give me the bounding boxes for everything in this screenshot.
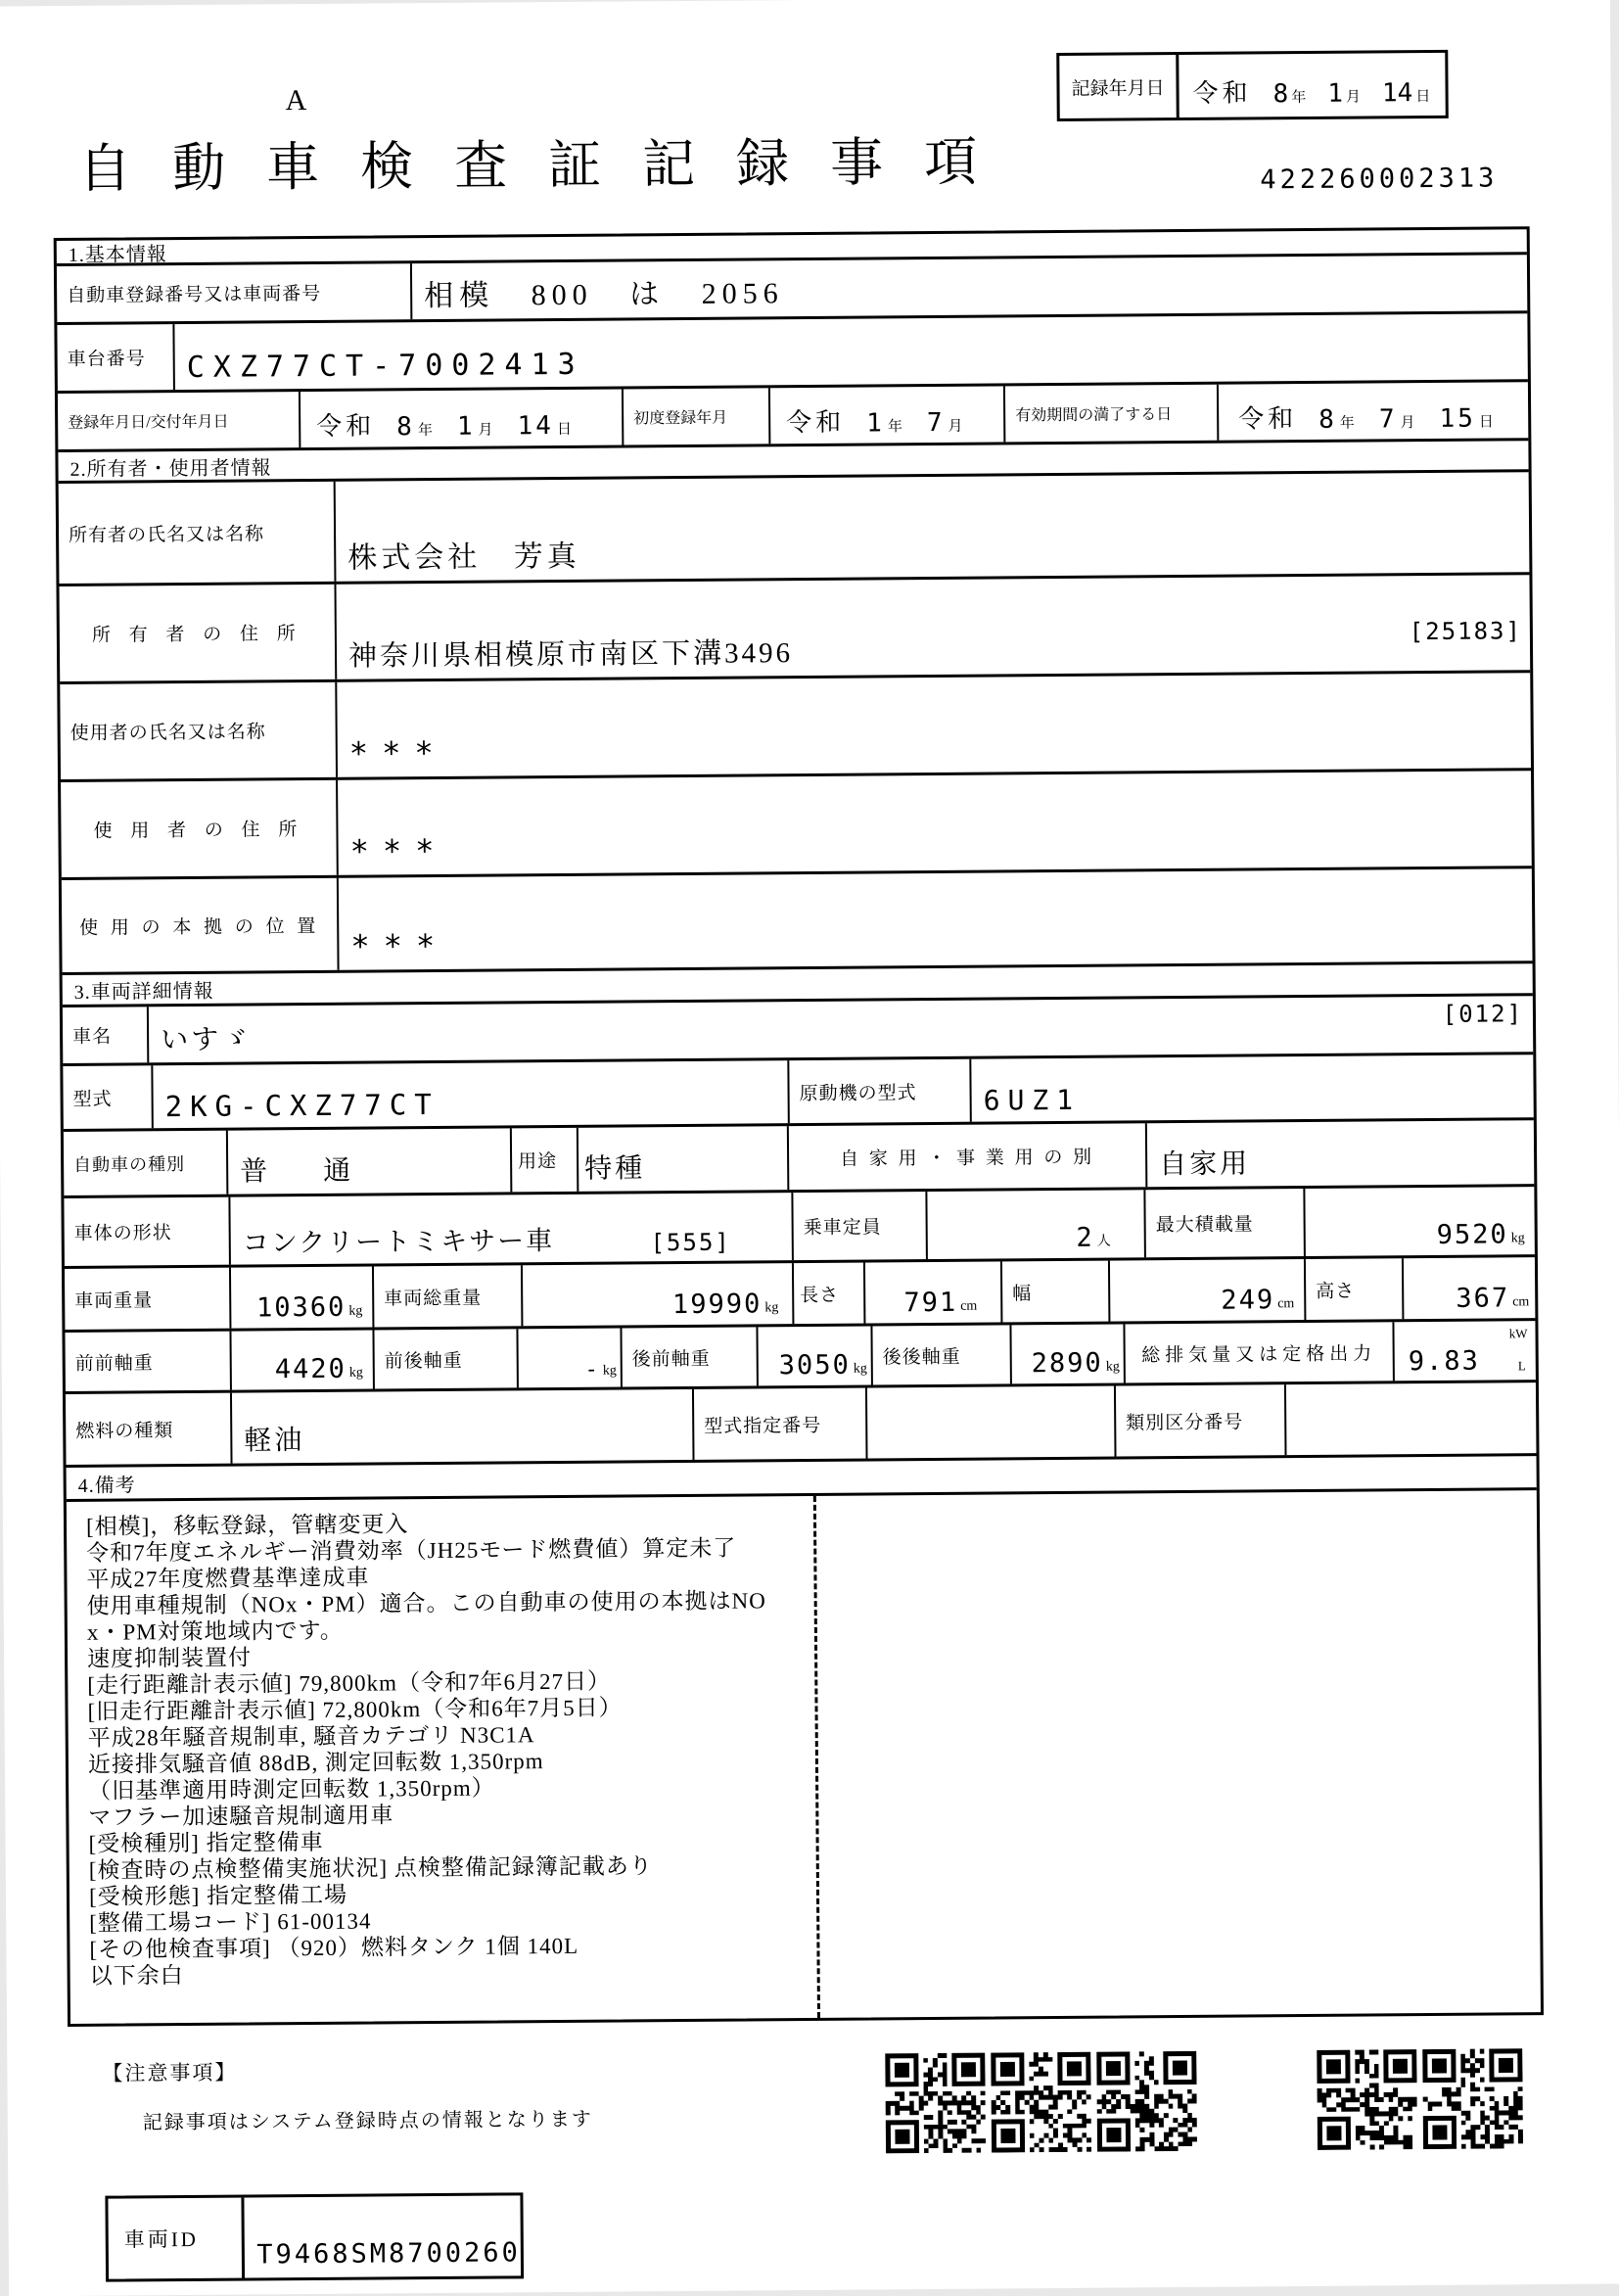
remarks-line: [旧走行距離計表示値] 72,800km（令和6年7月5日） [87, 1695, 623, 1724]
section-2-header: 2.所有者・使用者情報 [58, 441, 1528, 484]
qr-code [885, 2053, 986, 2154]
remarks-line: [受検形態] 指定整備工場 [88, 1882, 348, 1909]
max-load-label: 最大積載量 [1145, 1189, 1306, 1257]
axle-front-rear-label: 前後軸重 [374, 1329, 518, 1388]
owner-address-code: [25183] [1409, 617, 1523, 646]
max-load-value [1305, 1187, 1535, 1256]
base-location-value: *** [350, 926, 449, 965]
axle-front-front-value [231, 1330, 374, 1389]
remarks-line: x・PM対策地域内です。 [86, 1617, 344, 1645]
class-category-label: 類別区分番号 [1116, 1384, 1287, 1456]
width-value [1110, 1259, 1306, 1322]
recorded-era: 令和 [1192, 78, 1252, 108]
expiry-month-unit: 月 [1400, 415, 1418, 432]
recorded-year: 8 [1272, 79, 1289, 110]
remarks-line: （旧基準適用時測定回転数 1,350rpm） [88, 1775, 495, 1804]
base-location-label: 使 用 の 本 拠 の 位 置 [62, 878, 340, 972]
axle-rear-front-unit: kg [853, 1361, 867, 1377]
model-value: 2KG-CXZ77CT [153, 1060, 789, 1128]
expiry-month: 7 [1378, 404, 1398, 435]
vehicle-kind-value: 普 通 [228, 1128, 513, 1194]
axle-front-rear-number: - [584, 1357, 600, 1382]
user-name-label: 使用者の氏名又は名称 [60, 682, 338, 779]
gross-weight-unit: kg [764, 1300, 779, 1316]
remarks-line: [検査時の点検整備実施状況] 点検整備記録簿記載あり [88, 1853, 653, 1883]
user-address-row [61, 771, 1532, 880]
gross-weight-label: 車両総重量 [374, 1265, 523, 1327]
width-number: 249 [1221, 1285, 1275, 1316]
user-name-row [60, 673, 1531, 782]
recorded-month: 1 [1327, 78, 1344, 109]
owner-name-value: 株式会社 芳真 [347, 539, 580, 575]
registration-number-label: 自動車登録番号又は車両番号 [57, 263, 412, 322]
reg-date-month-unit: 月 [478, 422, 496, 439]
body-shape-value [230, 1193, 794, 1265]
max-load-number: 9520 [1436, 1219, 1508, 1250]
reg-date-year-unit: 年 [417, 422, 437, 440]
first-reg-month: 7 [926, 407, 946, 439]
car-name-label: 車名 [63, 1007, 149, 1063]
qr-code [1096, 2051, 1197, 2152]
use-value: 特種 [578, 1126, 790, 1192]
notice-title: 【注意事項】 [102, 2060, 238, 2085]
expiry-day: 15 [1439, 403, 1476, 434]
first-reg-year-unit: 年 [887, 419, 905, 436]
owner-address-value [336, 575, 1530, 679]
length-label: 長さ [794, 1263, 865, 1325]
axle-front-front-label: 前前軸重 [65, 1332, 231, 1391]
section-4-header: 4.備考 [67, 1456, 1537, 1502]
remarks-line: 近接排気騒音値 88dB, 測定回転数 1,350rpm [87, 1749, 544, 1777]
expiry-date-value [1219, 382, 1528, 440]
document-number: 422260002313 [1260, 163, 1499, 196]
axle-rear-front-value [758, 1326, 872, 1385]
body-shape-code: [555] [650, 1228, 731, 1257]
engine-model-value: 6UZ1 [983, 1083, 1082, 1117]
private-business-value: 自家用 [1159, 1148, 1251, 1181]
remarks-line: [相模]，移転登録，管轄変更入 [85, 1512, 409, 1539]
body-shape-text: コンクリートミキサー車 [242, 1226, 555, 1258]
chassis-number-value: CXZ77CT-7002413 [186, 347, 584, 385]
type-certification-label: 型式指定番号 [694, 1388, 868, 1460]
qr-code [1422, 2048, 1523, 2149]
expiry-day-unit: 日 [1478, 414, 1497, 431]
notice-text: 記録事項はシステム登録時点の情報となります [142, 2108, 593, 2134]
axle-weights-row [65, 1321, 1535, 1394]
use-label: 用途 [512, 1128, 579, 1193]
reg-date-day: 14 [517, 411, 555, 442]
reg-date-month: 1 [456, 411, 476, 442]
owner-name-row [59, 472, 1530, 586]
fuel-row [66, 1382, 1537, 1468]
height-value [1404, 1257, 1535, 1319]
recorded-day-unit: 日 [1415, 88, 1431, 106]
expiry-year: 8 [1318, 404, 1337, 435]
capacity-value [927, 1190, 1146, 1259]
remarks-line: 平成27年度燃費基準達成車 [86, 1565, 370, 1592]
chassis-number-label: 車台番号 [57, 324, 175, 391]
width-label: 幅 [1002, 1261, 1110, 1323]
capacity-label: 乗車定員 [793, 1192, 928, 1260]
max-load-unit: kg [1510, 1231, 1525, 1246]
remarks-line: [整備工場コード] 61-00134 [89, 1908, 372, 1936]
user-address-value: *** [349, 831, 448, 870]
weights-dimensions-row [65, 1257, 1535, 1333]
base-location-row [62, 868, 1533, 975]
recorded-year-unit: 年 [1291, 89, 1307, 107]
fuel-type-value: 軽油 [232, 1389, 695, 1464]
vehicle-id-label: 車両ID [108, 2198, 245, 2279]
page-title: 自動車検査証記録事項 [77, 132, 1019, 199]
car-name-value [149, 996, 1533, 1062]
qr-code [991, 2052, 1091, 2153]
axle-rear-rear-unit: kg [1105, 1359, 1120, 1375]
body-shape-row [64, 1187, 1535, 1269]
axle-front-rear-unit: kg [602, 1363, 617, 1379]
model-label: 型式 [63, 1065, 153, 1129]
vehicle-kind-row [64, 1120, 1534, 1198]
remarks-line: 速度抑制装置付 [87, 1645, 253, 1671]
first-reg-era: 令和 [786, 407, 846, 438]
axle-rear-rear-number: 2890 [1031, 1347, 1103, 1380]
body-shape-label: 車体の形状 [64, 1197, 231, 1266]
class-category-value [1286, 1382, 1537, 1455]
vehicle-id-box [105, 2192, 524, 2281]
first-reg-year: 1 [866, 408, 886, 439]
owner-address-text: 神奈川県相模原市南区下溝3496 [347, 637, 794, 673]
car-name-code: [012] [1442, 1000, 1524, 1028]
length-number: 791 [903, 1287, 958, 1319]
recorded-day: 14 [1381, 78, 1413, 109]
remarks-line: [走行距離計表示値] 79,800km（令和7年6月27日） [87, 1668, 612, 1698]
chassis-number-row [57, 313, 1528, 394]
capacity-unit: 人 [1096, 1234, 1111, 1249]
owner-address-row [59, 575, 1530, 684]
section-1-header: 1.基本情報 [57, 229, 1527, 266]
owner-address-label: 所 有 者 の 住 所 [59, 585, 337, 681]
remarks-row [67, 1490, 1541, 2024]
page-mark: A [285, 84, 307, 117]
axle-rear-front-number: 3050 [778, 1349, 851, 1382]
remarks-line: [その他検査事項] （920）燃料タンク 1個 140L [89, 1933, 579, 1962]
vehicle-weight-value [231, 1266, 374, 1328]
axle-rear-rear-label: 後後軸重 [872, 1325, 1011, 1384]
reg-date-day-unit: 日 [556, 421, 576, 439]
recorded-month-unit: 月 [1345, 89, 1362, 106]
user-address-label: 使 用 者 の 住 所 [61, 780, 339, 877]
displacement-label: 総排気量又は定格出力 [1125, 1322, 1394, 1382]
main-table [54, 226, 1544, 2027]
height-label: 高さ [1306, 1258, 1404, 1320]
reg-date-year: 8 [396, 412, 416, 443]
length-value [865, 1261, 1002, 1323]
displacement-value [1394, 1321, 1535, 1381]
first-registration-label: 初度登録年月 [624, 388, 770, 445]
displacement-unit-l: L [1517, 1358, 1526, 1374]
axle-front-front-unit: kg [348, 1365, 363, 1381]
axle-rear-rear-value [1011, 1324, 1125, 1383]
axle-rear-front-label: 後前軸重 [622, 1327, 758, 1386]
capacity-number: 2 [1076, 1222, 1094, 1253]
height-unit: cm [1512, 1294, 1530, 1310]
first-reg-month-unit: 月 [948, 418, 966, 435]
remarks-text-column [67, 1496, 820, 2024]
axle-front-front-number: 4420 [274, 1353, 347, 1385]
registration-number-value: 相模 800 は 2056 [424, 277, 784, 313]
reg-date-era: 令和 [316, 411, 376, 441]
car-name-text: いすゞ [161, 1024, 253, 1056]
expiry-year-unit: 年 [1339, 415, 1358, 432]
displacement-number: 9.83 [1408, 1345, 1480, 1378]
gross-weight-value [523, 1263, 794, 1326]
user-name-value: *** [348, 733, 447, 773]
vehicle-kind-label: 自動車の種別 [64, 1131, 229, 1195]
section-3-header: 3.車両詳細情報 [63, 963, 1533, 1007]
model-row [63, 1054, 1533, 1132]
displacement-unit-kw: kW [1508, 1326, 1528, 1341]
expiry-era: 令和 [1238, 404, 1298, 434]
remarks-line: 以下余白 [89, 1963, 184, 1989]
vehicle-weight-label: 車両重量 [65, 1268, 231, 1330]
recorded-date-value [1179, 53, 1445, 117]
height-number: 367 [1456, 1283, 1510, 1314]
fuel-type-label: 燃料の種類 [66, 1393, 233, 1465]
engine-model-label: 原動機の型式 [789, 1059, 971, 1123]
type-certification-value [867, 1386, 1117, 1459]
axle-front-rear-value [518, 1329, 622, 1388]
remarks-line: 令和7年度エネルギー消費効率（JH25モード燃費値）算定未了 [86, 1535, 737, 1566]
qr-code [1317, 2049, 1417, 2150]
recorded-date-label: 記録年月日 [1059, 55, 1179, 118]
remarks-line: 平成28年騒音規制車, 騒音カテゴリ N3C1A [87, 1722, 535, 1751]
remarks-line: マフラー加速騒音規制適用車 [88, 1803, 394, 1830]
expiry-date-label: 有効期間の満了する日 [1005, 385, 1219, 443]
vehicle-weight-unit: kg [348, 1303, 363, 1319]
gross-weight-number: 19990 [671, 1289, 763, 1321]
vehicle-weight-number: 10360 [255, 1291, 347, 1324]
registration-date-value [301, 389, 624, 447]
width-unit: cm [1277, 1296, 1295, 1312]
remarks-empty-column [816, 1490, 1541, 2018]
vehicle-id-value: T9468SM8700260 [256, 2237, 521, 2271]
private-business-label: 自 家 用 ・ 事 業 用 の 別 [789, 1123, 1147, 1190]
owner-name-label: 所有者の氏名又は名称 [59, 482, 337, 584]
recorded-date-box [1056, 50, 1449, 121]
remarks-line: 使用車種規制（NOx・PM）適合。この自動車の使用の本拠はNO [86, 1588, 766, 1618]
length-unit: cm [960, 1298, 978, 1314]
first-registration-value [770, 386, 1005, 444]
remarks-line: [受検種別] 指定整備車 [88, 1829, 324, 1856]
registration-date-label: 登録年月日/交付年月日 [58, 392, 301, 449]
